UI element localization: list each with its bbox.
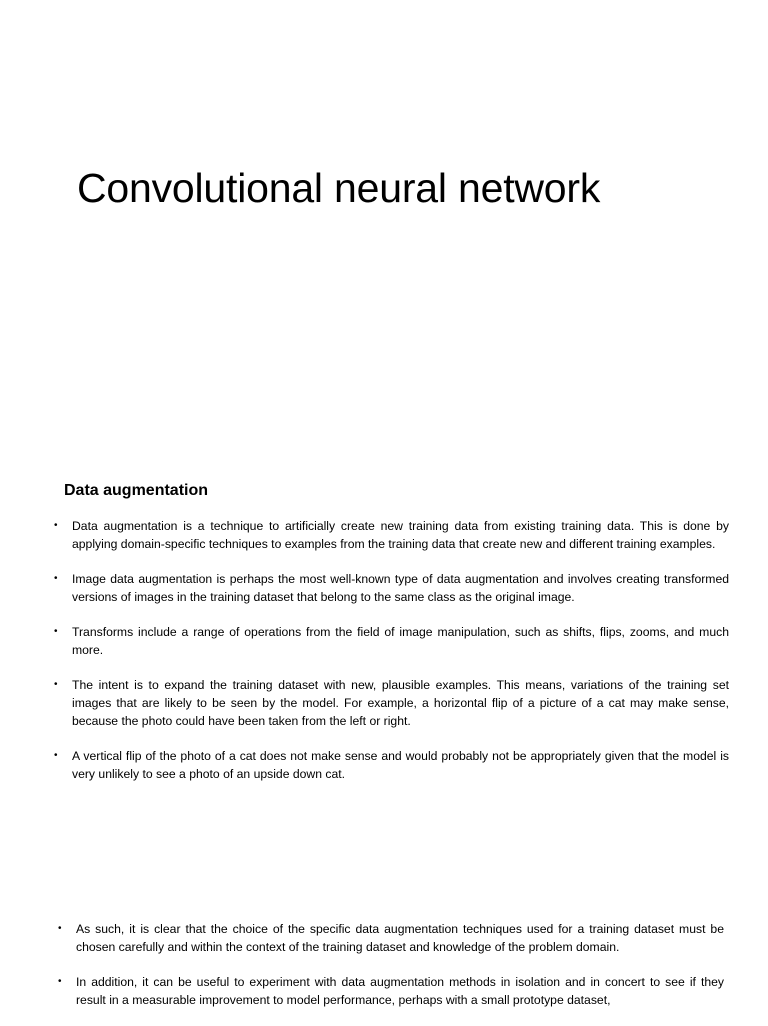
list-item: • Data augmentation is a technique to artificially create new training data from existing training data. This is done by applying domain-specific techniques to examples from the training data that create new and different training examples. — [54, 517, 729, 553]
list-item: • Image data augmentation is perhaps the most well-known type of data augmentation and involves creating transformed versions of images in the training dataset that belong to the same class as the original image. — [54, 570, 729, 606]
list-item: • In addition, it can be useful to experiment with data augmentation methods in isolation and in concert to see if they result in a measurable improvement to model performance, perhaps with a small prototype dataset, — [58, 973, 724, 1009]
bullet-list-continued — [58, 920, 724, 1026]
list-item: • As such, it is clear that the choice of the specific data augmentation techniques used for a training dataset must be chosen carefully and within the context of the training dataset and knowledge of the problem domain. — [58, 920, 724, 956]
list-item: • A vertical flip of the photo of a cat does not make sense and would probably not be appropriately given that the model is very unlikely to see a photo of an upside down cat. — [54, 747, 729, 783]
page-title: Convolutional neural network — [77, 165, 601, 211]
bullet-list — [54, 517, 729, 800]
list-item: • Transforms include a range of operations from the field of image manipulation, such as shifts, flips, zooms, and much more. — [54, 623, 729, 659]
list-item: • The intent is to expand the training dataset with new, plausible examples. This means, variations of the training set images that are likely to be seen by the model. For example, a horizontal flip of a picture of a cat may make sense, because the photo could have been taken from the left or right. — [54, 676, 729, 730]
section-heading: Data augmentation — [64, 482, 209, 499]
